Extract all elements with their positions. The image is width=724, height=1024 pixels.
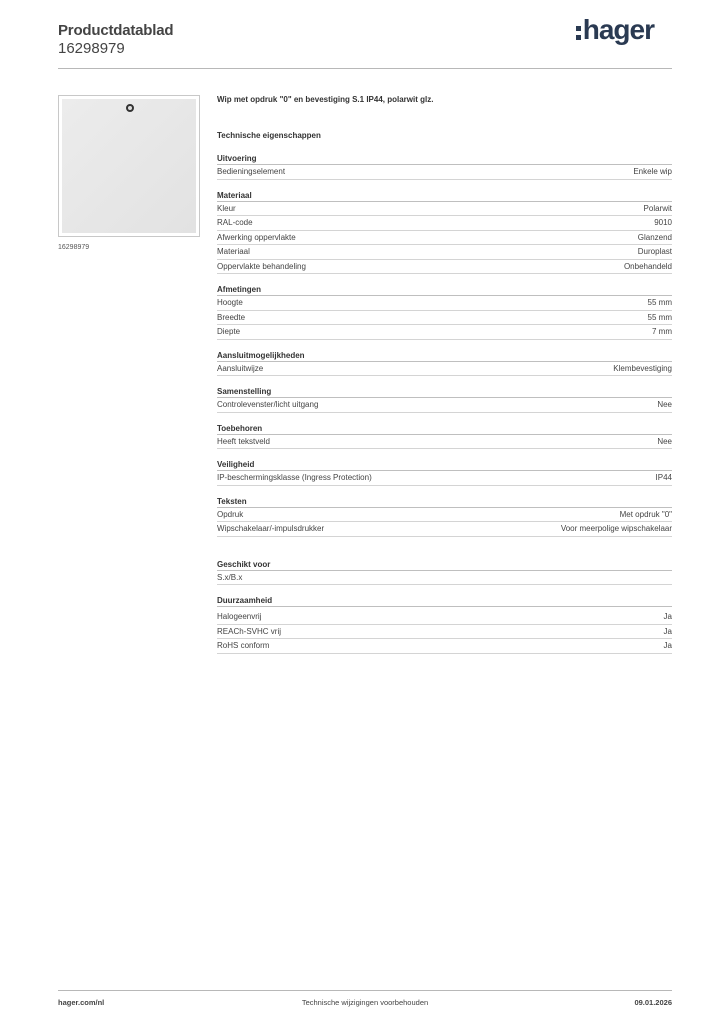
spec-label: Kleur	[217, 203, 236, 213]
spec-row	[217, 202, 672, 217]
spec-row	[217, 260, 672, 275]
spec-value: IP44	[655, 473, 672, 482]
specifications	[217, 95, 672, 664]
section-sustainability	[217, 595, 672, 654]
spec-value: Onbehandeld	[623, 261, 672, 271]
logo-dots-icon	[576, 26, 581, 40]
spec-label: Opdruk	[217, 509, 244, 519]
spec-row	[217, 508, 672, 523]
spec-section	[217, 496, 672, 537]
spec-value: Ja	[663, 626, 672, 636]
spec-label: Wipschakelaar/-impulsdrukker	[217, 524, 325, 533]
spec-value: Ja	[663, 641, 672, 650]
spec-section	[217, 350, 672, 377]
spec-row	[217, 471, 672, 486]
spec-sections	[217, 153, 672, 537]
spec-value: Voor meerpolige wipschakelaar	[560, 524, 672, 533]
spec-label: RAL-code	[217, 218, 253, 227]
spec-value: 55 mm	[647, 298, 672, 307]
section-title: Materiaal	[217, 190, 672, 202]
footer-divider	[58, 990, 672, 991]
spec-value: Enkele wip	[633, 167, 672, 176]
page-header	[58, 14, 672, 57]
spec-row	[217, 625, 672, 640]
spec-row	[217, 296, 672, 311]
spec-row	[217, 398, 672, 413]
spec-section	[217, 153, 672, 180]
product-image-frame	[58, 95, 200, 237]
spec-value: 7 mm	[652, 327, 672, 336]
section-title: Afmetingen	[217, 284, 672, 296]
spec-value: Glanzend	[637, 232, 672, 242]
footer-disclaimer: Technische wijzigingen voorbehouden	[301, 998, 429, 1007]
product-ring-icon	[126, 104, 134, 112]
document-number: 16298979	[58, 40, 125, 57]
spec-label: Halogeenvrij	[217, 612, 262, 621]
spec-row	[217, 522, 672, 537]
header-divider	[58, 68, 672, 69]
section-suitable	[217, 559, 672, 586]
spec-label: IP-beschermingsklasse (Ingress Protection)	[217, 473, 372, 482]
spec-row	[217, 245, 672, 260]
technical-properties-heading: Technische eigenschappen	[217, 131, 321, 140]
spec-row	[217, 435, 672, 450]
section-title: Uitvoering	[217, 153, 672, 165]
footer-date: 09.01.2026	[634, 998, 672, 1007]
spec-label: Bedieningselement	[217, 167, 286, 176]
spec-label: Aansluitwijze	[217, 363, 264, 373]
spec-value: Polarwit	[643, 203, 672, 213]
section-title: Aansluitmogelijkheden	[217, 350, 672, 362]
spec-label: Materiaal	[217, 247, 250, 256]
spec-value: Met opdruk "0"	[619, 509, 672, 519]
spec-section	[217, 386, 672, 413]
section-title: Toebehoren	[217, 423, 672, 435]
product-image	[62, 99, 196, 233]
spec-row	[217, 165, 672, 180]
spec-row	[217, 231, 672, 246]
spec-section	[217, 190, 672, 275]
hager-logo	[576, 16, 654, 44]
spec-row	[217, 311, 672, 326]
spec-row	[217, 362, 672, 377]
spec-value: Klembevestiging	[613, 363, 672, 373]
spec-label: RoHS conform	[217, 641, 270, 650]
spec-value: Duroplast	[637, 247, 672, 256]
spec-value: Nee	[657, 400, 672, 409]
spec-label: Afwerking oppervlakte	[217, 232, 296, 242]
document-title: Productdatablad	[58, 22, 174, 39]
product-image-caption: 16298979	[58, 244, 90, 251]
spec-value: Ja	[663, 612, 672, 621]
spec-section	[217, 423, 672, 450]
section-title: Duurzaamheid	[217, 595, 672, 607]
spec-label: Controlevenster/licht uitgang	[217, 400, 319, 409]
spec-label: Heeft tekstveld	[217, 436, 270, 446]
logo-text: hager	[582, 14, 654, 45]
product-description: Wip met opdruk "0" en bevestiging S.1 IP44, polarwit glz.	[217, 95, 434, 104]
section-title: Samenstelling	[217, 386, 672, 398]
spec-value: Nee	[657, 436, 672, 446]
spec-row	[217, 610, 672, 625]
spec-value: 55 mm	[647, 312, 672, 322]
spec-row	[217, 571, 672, 586]
spec-section	[217, 284, 672, 340]
section-title: Geschikt voor	[217, 559, 672, 571]
spec-label: Diepte	[217, 327, 241, 336]
spec-value: 9010	[654, 218, 672, 227]
footer-website-link[interactable]: hager.com/nl	[58, 998, 105, 1007]
spec-row	[217, 325, 672, 340]
spec-label: Oppervlakte behandeling	[217, 261, 306, 271]
spec-label: S.x/B.x	[217, 572, 243, 582]
spec-row	[217, 639, 672, 654]
spec-section	[217, 459, 672, 486]
spec-label: Breedte	[217, 312, 246, 322]
section-title: Veiligheid	[217, 459, 672, 471]
spec-label: REACh-SVHC vrij	[217, 626, 282, 636]
spec-row	[217, 216, 672, 231]
spec-label: Hoogte	[217, 298, 243, 307]
section-title: Teksten	[217, 496, 672, 508]
